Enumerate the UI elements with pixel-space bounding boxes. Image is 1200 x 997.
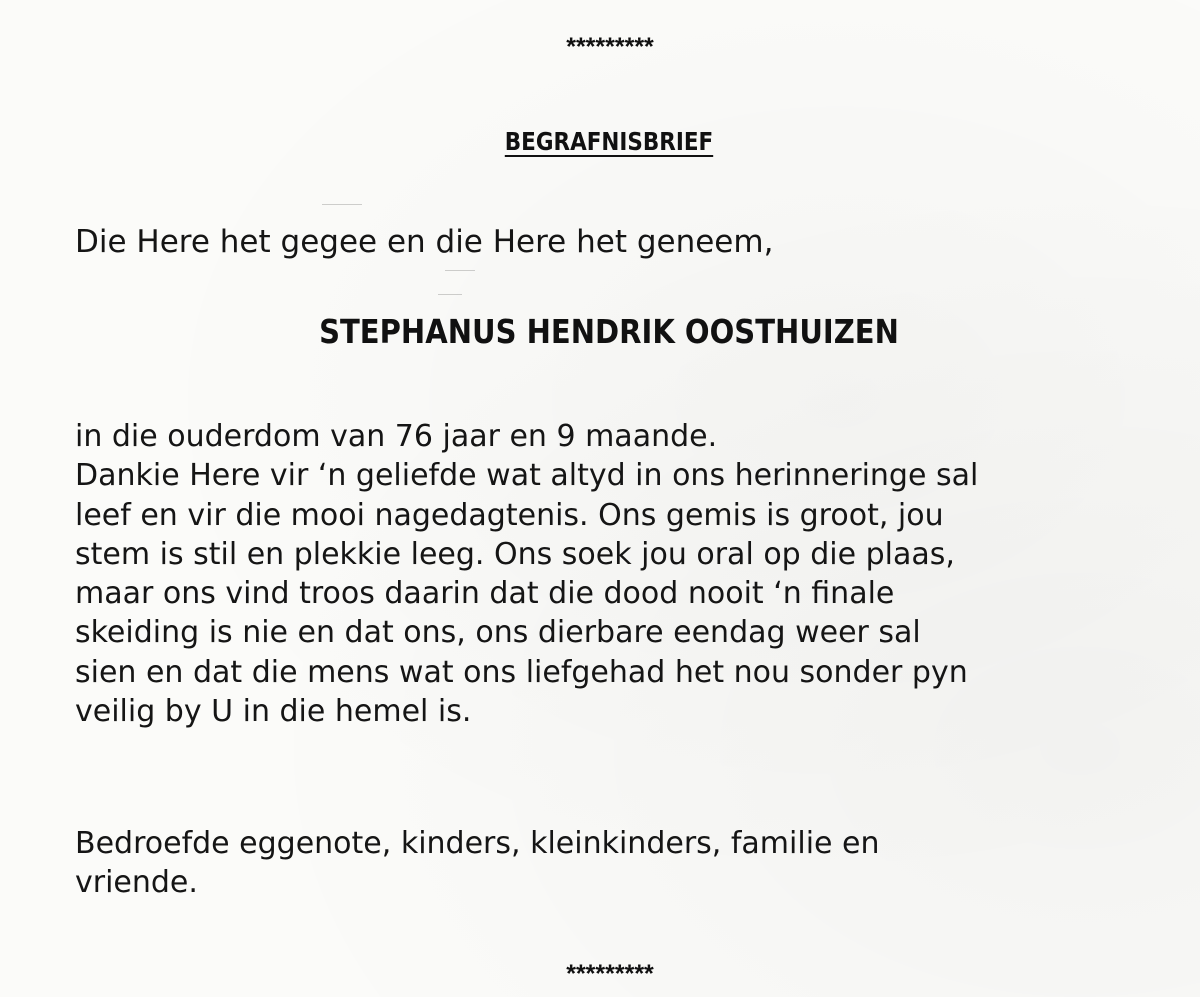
message-body <box>75 417 978 731</box>
body-line: veilig by U in die hemel is. <box>75 694 472 730</box>
scan-speck <box>322 204 362 205</box>
body-line: skeiding is nie en dat ons, ons dierbare eendag weer sal <box>75 615 921 651</box>
intro-line: Die Here het gegee en die Here het geneem, <box>75 224 774 260</box>
scan-speck <box>445 270 475 271</box>
body-line: maar ons vind troos daarin dat die dood nooit ‘n finale <box>75 576 895 612</box>
deceased-name: STEPHANUS HENDRIK OOSTHUIZEN <box>319 312 899 351</box>
body-line: in die ouderdom van 76 jaar en 9 maande. <box>75 419 718 454</box>
body-line: Dankie Here vir ‘n geliefde wat altyd in ons herinneringe sal <box>75 458 979 494</box>
body-line: stem is stil en plekkie leeg. Ons soek jou oral op die plaas, <box>75 536 955 572</box>
bottom-separator: ********* <box>566 960 654 988</box>
signature-block <box>75 824 880 903</box>
body-line: leef en vir die mooi nagedagtenis. Ons gemis is groot, jou <box>75 497 944 533</box>
closing-line: Bedroefde eggenote, kinders, kleinkinders, familie en <box>75 826 880 861</box>
document-heading: BEGRAFNISBRIEF <box>504 127 714 156</box>
closing-line: vriende. <box>75 865 198 901</box>
body-line: sien en dat die mens wat ons liefgehad het nou sonder pyn <box>75 654 968 690</box>
top-separator: ********* <box>566 33 654 61</box>
scan-speck <box>438 294 462 295</box>
